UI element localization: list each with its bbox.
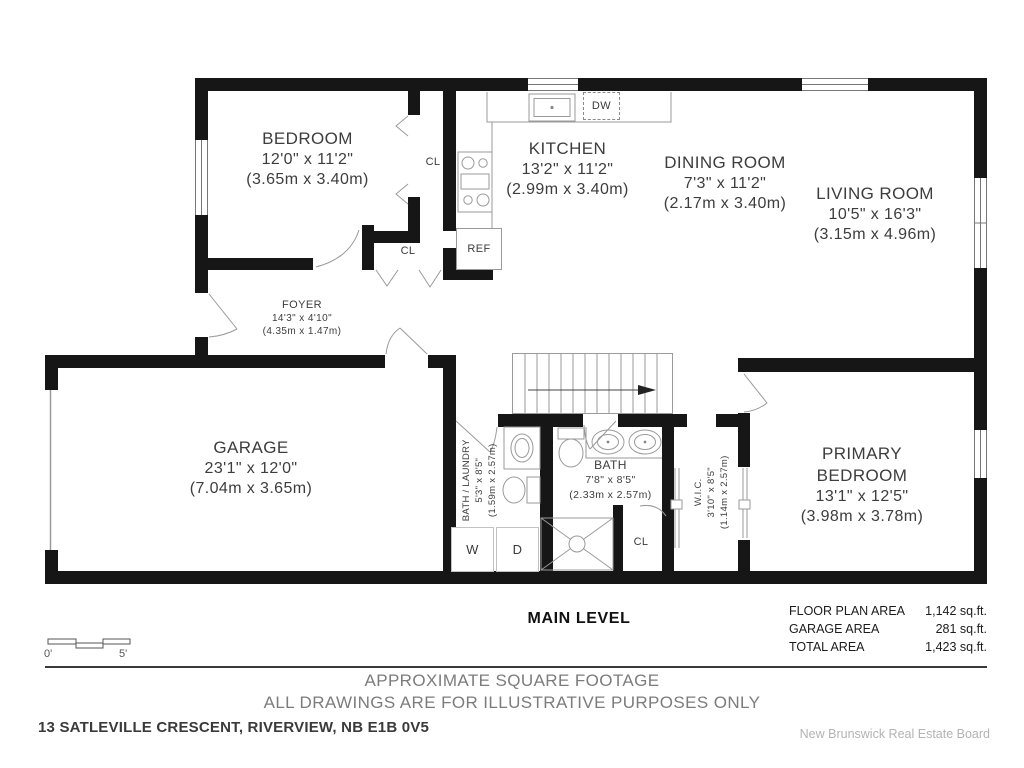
- scale-bar: [48, 639, 130, 648]
- room-dims-imperial: 12'0" x 11'2": [261, 150, 354, 168]
- room-name: KITCHEN: [528, 139, 607, 158]
- stairs-direction-arrow: [638, 385, 656, 395]
- dryer-icon: [496, 527, 539, 572]
- room-dims-imperial: 14'3" x 4'10": [271, 313, 333, 325]
- footer-divider: [45, 666, 987, 668]
- room-dims-imperial: 5'3" x 8'5": [473, 457, 485, 503]
- room-label-primary: [772, 443, 952, 527]
- area-row: [789, 620, 987, 638]
- area-value: 1,142 sq.ft.: [925, 604, 987, 618]
- area-label: TOTAL AREA: [789, 640, 865, 654]
- dryer-label: D: [512, 542, 523, 557]
- double-vanity-icon: [586, 427, 662, 458]
- room-dims-imperial: 13'2" x 11'2": [521, 160, 614, 178]
- closet-label: CL: [633, 536, 649, 548]
- door-bedroom: [316, 230, 359, 267]
- fridge-icon: [456, 228, 502, 270]
- attribution: New Brunswick Real Estate Board: [799, 727, 990, 741]
- room-label-foyer: [242, 298, 362, 338]
- area-label: GARAGE AREA: [789, 622, 880, 636]
- room-dims-metric: (4.35m x 1.47m): [262, 326, 342, 338]
- room-dims-imperial: 10'5" x 16'3": [828, 205, 922, 223]
- closet-label: CL: [425, 156, 441, 168]
- room-dims-metric: (1.14m x 2.57m): [718, 455, 730, 530]
- room-dims-imperial: 3'10" x 8'5": [705, 467, 717, 518]
- room-label-bath-laundry: [461, 425, 499, 535]
- shower-icon: [541, 518, 613, 570]
- dishwasher-label: DW: [591, 100, 612, 112]
- scale-end: 5': [119, 648, 128, 660]
- room-name: GARAGE: [213, 438, 289, 457]
- room-dims-metric: (3.98m x 3.78m): [800, 507, 924, 525]
- plan-title: MAIN LEVEL: [527, 610, 631, 627]
- room-label-garage: [151, 437, 351, 500]
- room-dims-imperial: 23'1" x 12'0": [204, 459, 298, 477]
- room-name: DINING ROOM: [664, 153, 786, 172]
- fridge-label: REF: [467, 243, 491, 255]
- room-name: BEDROOM: [262, 129, 353, 148]
- closet-label: CL: [400, 245, 416, 257]
- door-front: [209, 294, 237, 337]
- room-dims-metric: (2.17m x 3.40m): [663, 195, 787, 213]
- room-dims-metric: (7.04m x 3.65m): [189, 480, 313, 498]
- room-name: BATH / LAUNDRY: [460, 439, 472, 522]
- room-label-bath: [558, 458, 663, 502]
- area-value: 1,423 sq.ft.: [925, 640, 987, 654]
- dishwasher-icon: [583, 92, 620, 120]
- door-garage-foyer: [386, 328, 427, 354]
- toilet-icon: [503, 477, 540, 503]
- room-name: BATH: [594, 458, 627, 472]
- room-name: LIVING ROOM: [816, 184, 934, 203]
- room-name: FOYER: [282, 299, 322, 311]
- room-dims-metric: (3.15m x 4.96m): [813, 226, 937, 244]
- room-dims-metric: (3.65m x 3.40m): [246, 171, 369, 189]
- room-dims-imperial: 13'1" x 12'5": [815, 487, 909, 505]
- room-dims-imperial: 7'3" x 11'2": [683, 174, 767, 192]
- room-label-bedroom: [210, 128, 405, 191]
- washer-label: W: [466, 542, 479, 557]
- area-summary: [789, 602, 987, 656]
- room-dims-metric: (2.33m x 2.57m): [569, 488, 652, 501]
- room-dims-imperial: 7'8" x 8'5": [585, 474, 636, 487]
- scale-start: 0': [44, 648, 53, 660]
- vanity-sink-icon: [504, 427, 540, 469]
- room-dims-metric: (1.59m x 2.57m): [486, 443, 498, 518]
- property-address: 13 SATLEVILLE CRESCENT, RIVERVIEW, NB E1B 0V5: [38, 719, 430, 736]
- area-row: [789, 638, 987, 656]
- kitchen-sink-icon: [529, 94, 575, 121]
- area-row: [789, 602, 987, 620]
- door-primary: [744, 374, 767, 412]
- room-name: PRIMARY BEDROOM: [816, 444, 908, 485]
- disclaimer-line-1: APPROXIMATE SQUARE FOOTAGE: [364, 671, 660, 690]
- disclaimer-line-2: ALL DRAWINGS ARE FOR ILLUSTRATIVE PURPOSES ONLY: [263, 693, 761, 712]
- area-label: FLOOR PLAN AREA: [789, 604, 906, 618]
- washer-icon: [451, 527, 494, 572]
- room-dims-metric: (2.99m x 3.40m): [506, 181, 629, 199]
- door-closet-bath: [640, 505, 666, 516]
- room-label-living: [775, 183, 975, 246]
- area-value: 281 sq.ft.: [935, 622, 987, 636]
- room-name: W.I.C.: [692, 478, 704, 507]
- stairs: [513, 354, 673, 414]
- room-label-wic: [693, 437, 731, 547]
